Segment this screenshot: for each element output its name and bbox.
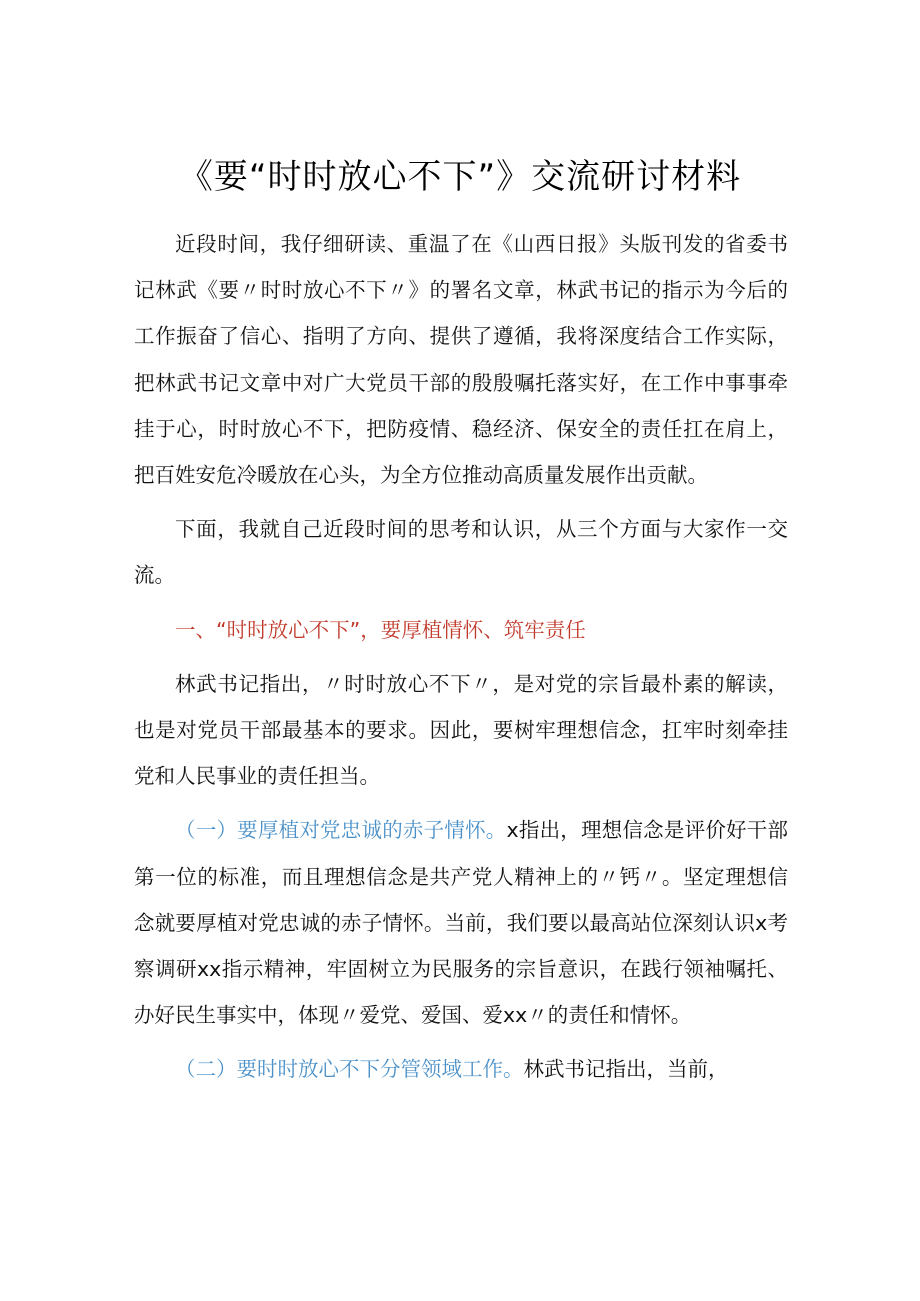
document-title: 《要“时时放心不下”》交流研讨材料: [178, 157, 742, 197]
paragraph-section-1: [134, 661, 788, 800]
paragraph-subsection-2: [134, 1046, 788, 1092]
subsection-1-text: x指出，理想信念是评价好干部第一位的标准，而且理想信念是共产党人精神上的〃钙〃。坚定理想信念就要厚植对党忠诚的赤子情怀。当前，我们要以最高站位深刻认识x考察调研xx指示精神，牢固树立为民服务的宗旨意识，在践行领袖嘱托、办好民生事实中，体现〃爱党、爱国、爱xx〃的责任和情怀。: [134, 818, 788, 1028]
subsection-heading-2: （二）要时时放心不下分管领域工作。: [175, 1057, 524, 1082]
paragraph-overview-text: 下面，我就自己近段时间的思考和认识，从三个方面与大家作一交流。: [134, 517, 788, 588]
paragraph-intro-text: 近段时间，我仔细研读、重温了在《山西日报》头版刊发的省委书记林武《要〃时时放心不下〃》的署名文章，林武书记的指示为今后的工作振奋了信心、指明了方向、提供了遵循，我将深度结合工作实际，把林武书记文章中对广大党员干部的殷殷嘱托落实好，在工作中事事牵挂于心，时时放心不下，把防疫情、稳经济、保安全的责任扛在肩上，把百姓安危冷暖放在心头，为全方位推动高质量发展作出贡献。: [134, 232, 788, 488]
subsection-2-text: 林武书记指出，当前，: [523, 1057, 729, 1082]
paragraph-overview: [134, 506, 788, 598]
section-heading-1: [134, 607, 788, 653]
paragraph-intro: [134, 221, 788, 498]
paragraph-subsection-1: [134, 807, 788, 1038]
document-body: [134, 221, 788, 1101]
section-heading-1-text: 一、“时时放心不下”，要厚植情怀、筑牢责任: [175, 617, 586, 642]
subsection-heading-1: （一）要厚植对党忠诚的赤子情怀。: [175, 818, 507, 843]
paragraph-section-1-text: 林武书记指出，〃时时放心不下〃，是对党的宗旨最朴素的解读，也是对党员干部最基本的要求。因此，要树牢理想信念，扛牢时刻牵挂党和人民事业的责任担当。: [134, 671, 788, 789]
